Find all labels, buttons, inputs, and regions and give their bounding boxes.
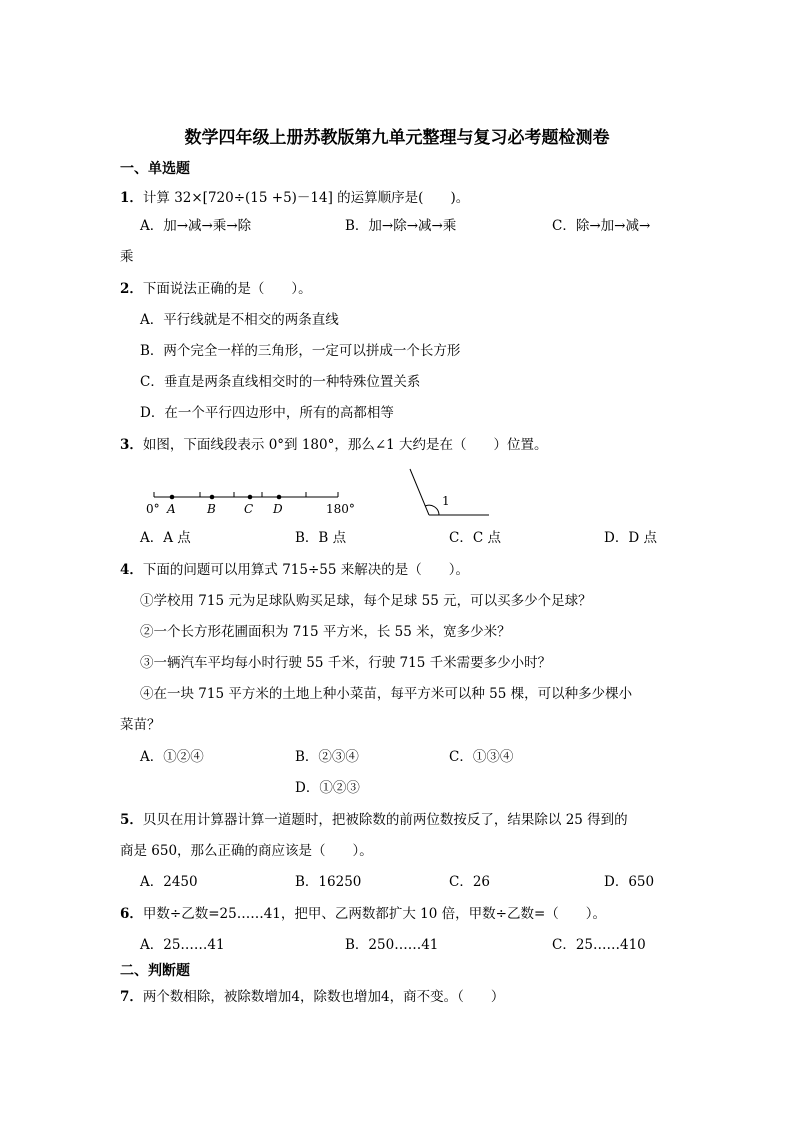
question-number: 2． [120, 281, 143, 297]
q1-option-a: A．加→减→乘→除 [140, 218, 252, 234]
q4-option-d: D．①②③ [295, 780, 360, 796]
q4-statement-3: ③一辆汽车平均每小时行驶 55 千米，行驶 715 千米需要多少小时？ [140, 655, 552, 671]
question-1 [120, 189, 469, 207]
point-a-dot [170, 495, 175, 500]
q4-option-c: C．①③④ [449, 749, 514, 765]
question-number: 5． [120, 812, 143, 828]
question-number: 6． [120, 906, 143, 922]
label-180: 180° [326, 502, 355, 516]
question-text: 甲数÷乙数=25……41，把甲、乙两数都扩大 10 倍，甲数÷乙数=（ ）。 [142, 906, 607, 922]
q6-option-c: C．25……410 [552, 937, 646, 953]
q3-option-c: C．C 点 [449, 530, 501, 546]
q1-option-c-continued: 乘 [120, 249, 134, 265]
question-text: 下面说法正确的是（ ）。 [142, 281, 312, 297]
q2-option-a: A．平行线就是不相交的两条直线 [140, 312, 339, 328]
question-text: 贝贝在用计算器计算一道题时，把被除数的前两位数按反了，结果除以 25 得到的 [142, 812, 628, 828]
question-number: 7． [120, 989, 143, 1005]
q5-option-c: C．26 [449, 874, 491, 890]
label-b: B [207, 502, 216, 516]
q3-option-b: B．B 点 [295, 530, 347, 546]
label-zero: 0° [146, 502, 160, 516]
angle-label: 1 [442, 494, 450, 508]
number-line-figure [140, 462, 380, 522]
angle-slanted-ray [410, 469, 429, 515]
q5-option-d: D．650 [604, 874, 655, 890]
section-true-false: 二、判断题 [120, 963, 190, 979]
point-c-dot [248, 495, 253, 500]
point-b-dot [210, 495, 215, 500]
q2-option-c: C．垂直是两条直线相交时的一种特殊位置关系 [140, 374, 421, 390]
label-a: A [167, 502, 176, 516]
label-d: D [273, 502, 283, 516]
q2-option-b: B．两个完全一样的三角形，一定可以拼成一个长方形 [140, 343, 461, 359]
question-7 [120, 988, 504, 1006]
q5-option-b: B．16250 [295, 874, 362, 890]
q6-option-a: A．25……41 [140, 937, 225, 953]
q4-option-b: B．②③④ [295, 749, 359, 765]
question-5-continued: 商是 650，那么正确的商应该是（ ）。 [120, 843, 373, 859]
question-3 [120, 436, 548, 454]
q2-option-d: D．在一个平行四边形中，所有的高都相等 [140, 405, 394, 421]
section-single-choice: 一、单选题 [120, 161, 190, 177]
q3-option-a: A．A 点 [140, 530, 191, 546]
q4-statement-4-continued: 菜苗？ [120, 717, 161, 733]
page-title: 数学四年级上册苏教版第九单元整理与复习必考题检测卷 [184, 128, 610, 148]
q6-option-b: B．250……41 [345, 937, 439, 953]
q1-option-b: B．加→除→减→乘 [345, 218, 457, 234]
q3-option-d: D．D 点 [604, 530, 657, 546]
question-number: 1． [120, 190, 143, 206]
question-text: 如图，下面线段表示 0°到 180°，那么∠1 大约是在（ ）位置。 [142, 437, 548, 453]
question-2 [120, 280, 312, 298]
question-5 [120, 811, 628, 829]
q4-option-a: A．①②④ [140, 749, 204, 765]
label-c: C [244, 502, 254, 516]
question-6 [120, 905, 606, 923]
question-text: 两个数相除，被除数增加4，除数也增加4，商不变。（ ） [142, 989, 505, 1005]
question-number: 3． [120, 437, 143, 453]
question-text: 下面的问题可以用算式 715÷55 来解决的是（ ）。 [142, 562, 469, 578]
q5-option-a: A．2450 [140, 874, 198, 890]
question-text: 计算 32×[720÷(15 +5)－14] 的运算顺序是( )。 [142, 190, 470, 206]
point-d-dot [277, 495, 282, 500]
q1-option-c: C．除→加→减→ [552, 218, 651, 234]
q4-statement-2: ②一个长方形花圃面积为 715 平方米，长 55 米，宽多少米？ [140, 624, 511, 640]
angle-figure [405, 462, 495, 522]
q4-statement-4: ④在一块 715 平方米的土地上种小菜苗，每平方米可以种 55 棵，可以种多少棵小 [140, 686, 633, 702]
q4-statement-1: ①学校用 715 元为足球队购买足球，每个足球 55 元，可以买多少个足球？ [140, 593, 592, 609]
question-number: 4． [120, 562, 143, 578]
question-4 [120, 561, 469, 579]
